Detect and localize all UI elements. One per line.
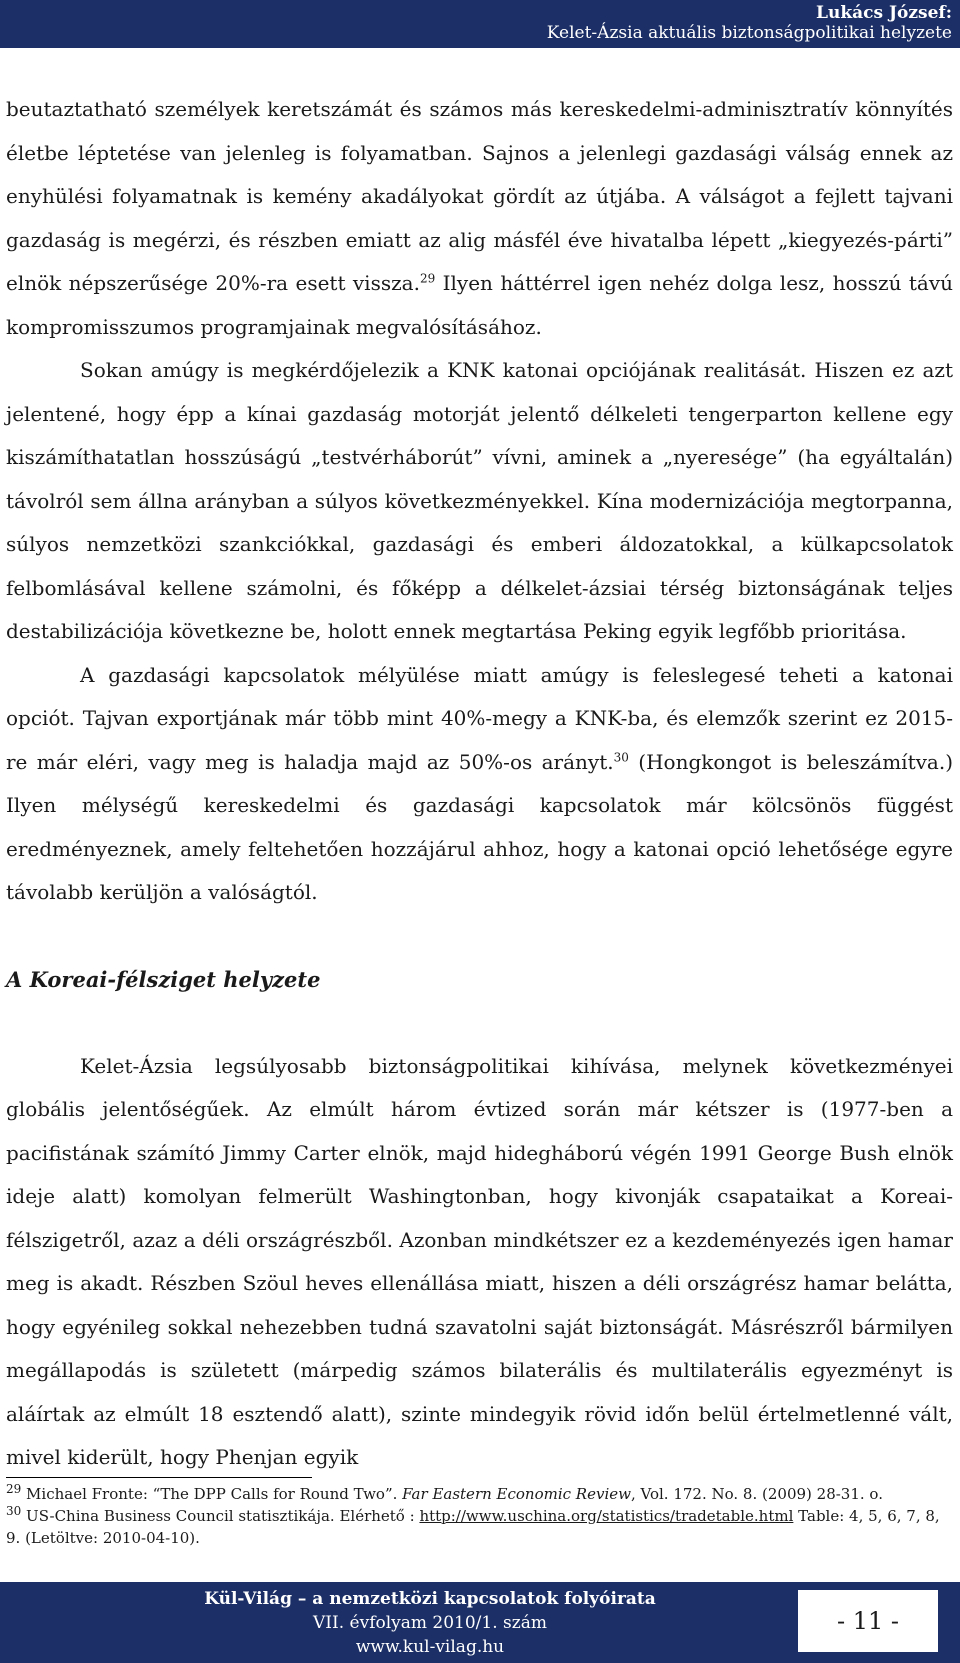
footnote-30-link[interactable]: http://www.uschina.org/statistics/tradetable.html [419, 1507, 794, 1525]
footnote-29 [6, 1483, 953, 1505]
paragraph-3 [6, 654, 953, 915]
footnote-29-text-a: Michael Fronte: “The DPP Calls for Round Two”. [21, 1485, 403, 1503]
header-author: Lukács József: [816, 3, 952, 23]
footnote-29-journal: Far Eastern Economic Review [402, 1485, 631, 1503]
footnote-30-text-b: Table: 4, 5, 6, 7, 8, 9. (Letöltve: 2010-04-10). [6, 1507, 940, 1547]
footnote-30 [6, 1505, 953, 1549]
page-number: - 11 - [798, 1590, 938, 1652]
footnote-30-text-a: US-China Business Council statisztikája. Elérhető : [21, 1507, 420, 1525]
footnote-divider [6, 1477, 312, 1478]
paragraph-3-text-a: A gazdasági kapcsolatok mélyülése miatt amúgy is feleslegesé teheti a katonai opciót. Tajvan exportjának már több mint 40%-megy a KNK-ba, és elemzők szerint ez 2015-re már eléri, vagy meg is haladja majd az 50%-os arányt. [6, 662, 953, 774]
footer-text [190, 1587, 670, 1659]
paragraph-3-text-b: (Hongkongot is beleszámítva.) Ilyen mélységű kereskedelmi és gazdasági kapcsolatok már kölcsönös függést eredményeznek, amely feltehetően hozzájárul ahhoz, hogy a katonai opció lehetősége egyre távolabb kerüljön a valóságtól. [6, 749, 954, 904]
footnote-29-number: 29 [6, 1482, 22, 1496]
section-title: A Koreai-félsziget helyzete [6, 966, 321, 992]
header-title: Kelet-Ázsia aktuális biztonságpolitikai helyzete [546, 23, 952, 43]
footnote-ref-29: 29 [419, 271, 436, 286]
page-header [0, 0, 960, 48]
footer-journal: Kül-Világ – a nemzetközi kapcsolatok folyóirata [204, 1589, 656, 1609]
paragraph-1-text-a: beutaztatható személyek keretszámát és számos más kereskedelmi-adminisztratív könnyítés életbe léptetése van jelenleg is folyamatban. Sajnos a jelenlegi gazdasági válság ennek az enyhülési folyamatnak is kemény akadályokat gördít az útjába. A válságot a fejlett tajvani gazdaság is megérzi, és részben emiatt az alig másfél éve hivatalba lépett „kiegyezés-párti” elnök népszerűsége 20%-ra esett vissza. [6, 97, 953, 295]
footnote-29-text-b: , Vol. 172. No. 8. (2009) 28-31. o. [630, 1485, 883, 1503]
page-footer [0, 1582, 960, 1663]
footer-site: www.kul-vilag.hu [355, 1637, 505, 1657]
article-body [6, 88, 953, 1480]
paragraph-4: Kelet-Ázsia legsúlyosabb biztonságpolitikai kihívása, melynek következményei globális jelentőségűek. Az elmúlt három évtized során már kétszer is (1977-ben a pacifistának számító Jimmy Carter elnök, majd hidegháború végén 1991 George Bush elnök ideje alatt) komolyan felmerült Washingtonban, hogy kivonják csapataikat a Koreai-félszigetről, azaz a déli országrészből. Azonban mindkétszer ez a kezdeményezés igen hamar meg is akadt. Részben Szöul heves ellenállása miatt, hiszen a déli országrész hamar belátta, hogy egyénileg sokkal nehezebben tudná szavatolni saját biztonságát. Másrészről bármilyen megállapodás is született (márpedig számos bilaterális és multilaterális egyezményt is aláírtak az elmúlt 18 esztendő alatt), szinte mindegyik rövid időn belül értelmetlenné vált, mivel kiderült, hogy Phenjan egyik [6, 1053, 953, 1469]
paragraph-2: Sokan amúgy is megkérdőjelezik a KNK katonai opciójának realitását. Hiszen ez azt jelentené, hogy épp a kínai gazdaság motorját jelentő délkeleti tengerparton kellene egy kiszámíthatatlan hosszúságú „testvérháborút” vívni, aminek a „nyeresége” (ha egyáltalán) távolról sem állna arányban a súlyos következményekkel. Kína modernizációja megtorpanna, súlyos nemzetközi szankciókkal, gazdasági és emberi áldozatokkal, a külkapcsolatok felbomlásával kellene számolni, és főképp a délkelet-ázsiai térség biztonságának teljes destabilizációja következne be, holott ennek megtartása Peking egyik legfőbb prioritása. [6, 358, 953, 643]
footnote-30-number: 30 [6, 1504, 22, 1518]
footnotes [6, 1483, 953, 1549]
paragraph-1-text-b: Ilyen háttérrel igen nehéz dolga lesz, hosszú távú kompromisszumos programjainak megvalósításához. [6, 271, 953, 339]
paragraph-1 [6, 88, 953, 349]
footer-issue: VII. évfolyam 2010/1. szám [313, 1613, 547, 1633]
header-text [547, 3, 952, 43]
footnote-ref-30: 30 [613, 749, 629, 764]
